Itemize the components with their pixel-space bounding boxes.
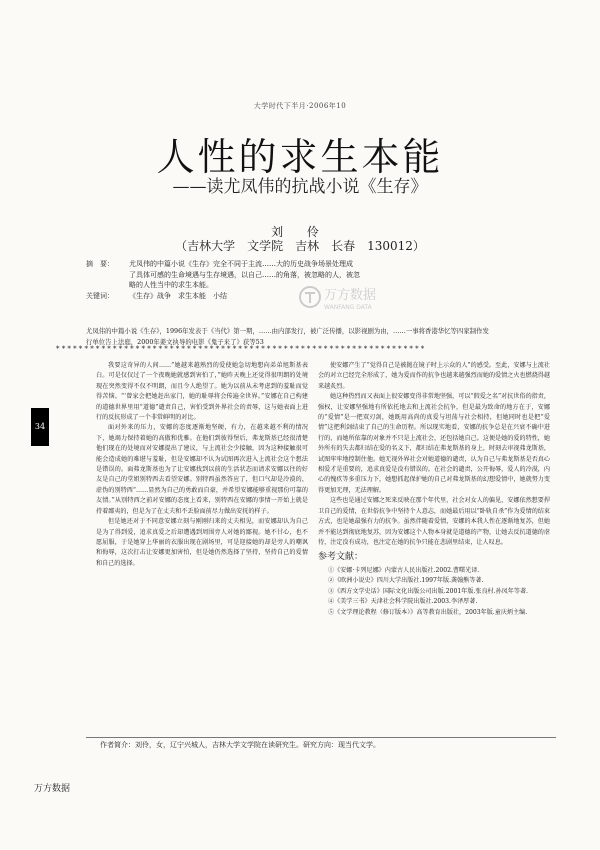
running-header: 大学时代下半月·2006年10	[253, 102, 347, 110]
right-paragraph-3: 这些也是通过安娜之死来反映在那个年代里，社会对女人的偏见，安娜依然想要捍卫自己的爱情，在世俗抗争中坚持个人意志，而她最后用以“卧轨自杀”作为爱情的结束方式，也是她最强有力的抗争。虽然伴随着爱情，安娜的本我人性在逐渐地复苏，但她并不能达到彻底地复苏，因为安娜这个人物本身就是道德的产物，让她去反抗道德的虐待，注定没有成功，也注定在她的抗争只能在悲剧里结束，让人叹息。	[318, 497, 550, 546]
left-paragraph-3: 但是她还对于不同意安娜立刻与刚刚归来的丈夫相见，而安娜却认为自己是为了得到爱，追求真爱之后却遭遇到周围旁人对她的鄙视。她不甘心，也不愿屈服，于是她穿上华丽的衣服出现在剧场里，可是迎接她的却是旁人的嘲讽和侮辱，这次打击让安娜更加害怕，但是她仍然选择了坚持，坚持自己的爱情和自己的选择。	[96, 518, 308, 567]
intro-line-2: 行单位告上法庭，2000年姜文执导的电影《鬼子来了》获等53	[86, 337, 264, 346]
abstract-label: 摘 要：	[86, 260, 114, 268]
author-bio-footnote: 作者简介：刘伶，女，辽宁兴城人，吉林大学文学院在读研究生。研究方向：现当代文学。	[100, 741, 380, 749]
keywords-label: 关键词：	[86, 291, 114, 300]
keywords: 《生存》战争 求生本能 小结	[129, 291, 227, 300]
reference-item: ⑤《文学理论教程（修订版本）》高等教育出版社，2003年版.童庆炳主编.	[328, 608, 528, 616]
intro-line-1: 尤凤伟的中篇小说《生存》，1996年发表于《当代》第一期，……由内部发行，被广泛传播，以影视剧为由，……一事将香港华忆等四家制作发	[86, 327, 489, 335]
abstract-block	[86, 259, 506, 301]
left-column	[96, 361, 308, 569]
footnote-divider	[86, 737, 556, 738]
abstract-line-3: 略的人性当中的求生本能。	[129, 281, 213, 289]
author-name: 刘 伶	[271, 225, 329, 239]
left-paragraph-2: 面对外来的压力，安娜的态度逐渐地坚硬，有力，在越来越不利的情况下，她竭力保持着她的高傲和优雅。在他们到彼得堡后，弗龙斯基已经很清楚他们现在的处境而对安娜提出了建议，与上流社会少接触，因为这种接触很可能会造成她的难堪与羞耻，但是安娜却不认为试图再次进入上流社会这个想法是错误的。面弗龙斯基也为了让安娜找到以前的生活状态而请求安娜以往的好友是自己的堂姐别特西去看望安娜。别特西虽然答应了，但口气却是冷漠的，虚伪的别特西“……显然为自己的勇敢而自豪，并希望安娜能够重视那份可靠的友情。”从别特西之前对安娜的态度上看来，别特西在安娜的事情一开始上就是持着鄙夷的，但是为了在丈夫和不丢脸面前尽力做出安抚的样子。	[96, 424, 308, 515]
watermark-cn: 万方数据	[324, 288, 377, 303]
reference-item: ③《西方文学史话》国际文化出版公司出版.2001年版.张良村.孙凤年等著.	[328, 587, 528, 595]
watermark-en: WANFANG DATA	[324, 304, 372, 311]
right-paragraph-1: 使安娜产生了“觉得自己是被抛在镜子时上示众的人”的感受。至此，安娜与上流社会的对立已经完全形成了，她为爱而作的抗争也越来越强烈而她的爱情之火也燃烧得越来越炙烈。	[318, 362, 550, 390]
wanfang-watermark	[298, 283, 383, 313]
intro-paragraph	[86, 326, 546, 347]
abstract-line-1: 尤凤伟的中篇小说《生存》完全不同于主流……大的历史战争场景处理成	[129, 260, 353, 268]
right-paragraph-2: 她这种热烈而又表面上很安娜变得非常地坚强，可以“假爱之名”对抗世俗的指责，强权，让安娜坚强地有所依托地去和上流社会抗争，但是最为致命的地方在于，安娜的“爱情”是一把双刃剑，她既用高尚的真爱与坦荡与社会相持，但她同时也是把“爱情”这把利剑结束了自己的生命历程。所以现实地看，安娜的抗争总是在兴衰不确中进行的，而她所依靠的对象并不只是上流社会，还包括她自己。这便是她的爱的特性，她外所有的失去都归结在爱的名义下，都归结在弗龙斯基的身上，时刻去审视弗龙斯基，试图牢牢地控制住他。她无视外界社会对她道德的谴责，认为自己与弗龙斯基是否真心相爱才是重要的，追求真爱是没有错误的。在社会的谴责，公开侮辱，爱人的冷漠，内心的愧疚等多重压力下，她想抓起保护她的自己对弗龙斯基的幻想爱情中，她就努力变得更加无理，无法理解。	[318, 393, 550, 494]
reference-item: ①《安娜·卡列尼娜》内蒙古人民出版社.2002.曹曙光译.	[328, 566, 480, 574]
reference-item: ④《美学三书》天津社会科学院出版社.2003.李泽厚著.	[328, 598, 478, 606]
star-divider: *****************************************************************	[56, 345, 427, 353]
article-title: 人性的求生本能	[156, 135, 444, 179]
right-column	[318, 361, 550, 618]
page-number-tab: 34	[31, 408, 49, 446]
wanfang-logo-icon	[298, 283, 383, 313]
abstract-line-2: 了具体可感的生命境遇与生存境遇，以自己……的角落，被忽略的人，被忽	[129, 270, 360, 279]
author-affiliation: （吉林大学 文学院 吉林 长春 130012）	[175, 239, 425, 253]
references-heading: 参考文献：	[318, 552, 364, 563]
left-paragraph-1: 我要这奇异的人间……”她越来越熟烈的爱使她急切地想向弟弟旭斯基表白。可是仅仅过了一个夜晚她就感到害怕了，”她昨天晚上还觉得很明朗的处境现在突然变得不仅不明朗，而且令人绝望了。她为以前从未考虑到的羞耻而觉得苦恼。“‘曾家会把她赶出家门，她的耻辱将会传遍全世界。”安娜在自己构建的道德世界里用“道德”谴责自己，害怕受到外界社会的责辱，这与她表面上进行的反抗形成了一个非常鲜明的对比。	[96, 362, 308, 422]
article-subtitle: ——读尤凤伟的抗战小说《生存》	[172, 177, 428, 197]
reference-item: ②《欧洲小说史》四川大学出版社.1997年版.龚翰熊等著.	[328, 577, 484, 585]
source-brand: 万方数据	[34, 784, 71, 794]
